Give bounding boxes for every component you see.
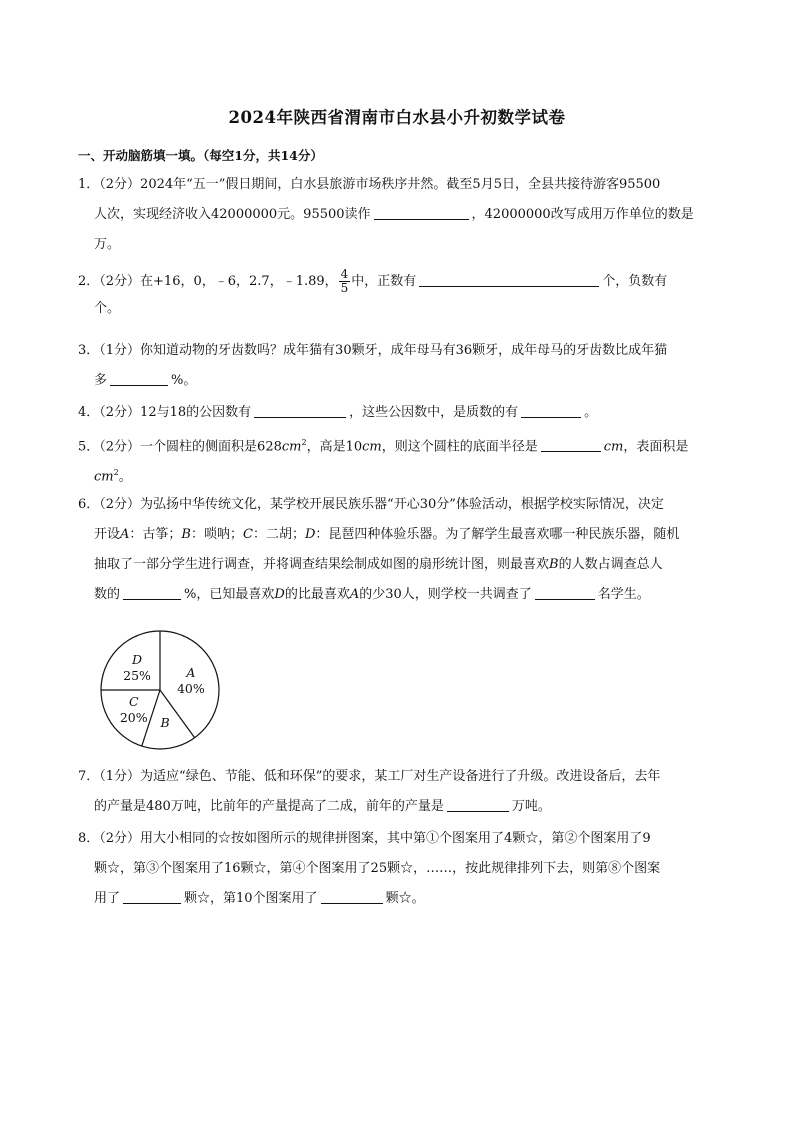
q6-line-2: 开设A：古筝；B：唢呐；C：二胡；D：昆琶四种体验乐器。为了解学生最喜欢哪一种民族乐器，随机 [94, 527, 680, 542]
answer-blank[interactable] [123, 585, 181, 600]
q3-line-2: 多 %。 [94, 373, 197, 388]
q8-line-2: 颗☆，第③个图案用了16颗☆，第④个图案用了25颗☆，……，按此规律排列下去，则第⑧个图案 [94, 861, 661, 876]
fraction: $\frac{4}{5}$ [340, 267, 349, 295]
answer-blank[interactable] [521, 403, 581, 418]
q7-line-2: 的产量是480万吨，比前年的产量提高了二成，前年的产量是 万吨。 [94, 799, 551, 814]
answer-blank[interactable] [541, 437, 601, 452]
answer-blank[interactable] [374, 205, 469, 220]
question-7 [78, 766, 720, 826]
pie-label-d: D [132, 652, 143, 668]
section-heading: 一、开动脑筋填一填。（每空1分，共14分） [78, 148, 323, 163]
q6-line-1: 6．（2分）为弘扬中华传统文化，某学校开展民族乐器“开心30分”体验活动，根据学校实际情况，决定 [78, 497, 664, 512]
question-3 [78, 340, 720, 400]
q1-line-1: 1．（2分）2024年“五一”假日期间，白水县旅游市场秩序井然。截至5月5日，全县共接待游客95500 [78, 177, 661, 192]
pie-chart [94, 628, 234, 758]
pie-label-b: B [160, 715, 170, 731]
q6-line-3: 抽取了一部分学生进行调查，并将调查结果绘制成如图的扇形统计图，则最喜欢B的人数占调查总人 [94, 557, 663, 572]
q3-line-1: 3．（1分）你知道动物的牙齿数吗？成年猫有30颗牙，成年母马有36颗牙，成年母马的牙齿数比成年猫 [78, 343, 668, 358]
question-8 [78, 828, 720, 918]
question-5 [78, 432, 720, 492]
q2-line-2: 个。 [94, 301, 121, 316]
q1-line-3: 万。 [94, 237, 121, 252]
q2-line-1: 2．（2分）在+16，0，﹣6，2.7，﹣1.89， $\frac{4}{5}$ 中，正数有 个，负数有 [78, 267, 668, 295]
answer-blank[interactable] [535, 585, 595, 600]
q5-line-2: $cm^2$。 [94, 468, 132, 485]
q4-line-1: 4．（2分）12与18的公因数有 ，这些公因数中，是质数的有 。 [78, 405, 598, 420]
q7-line-1: 7．（1分）为适应“绿色、节能、低和环保”的要求，某工厂对生产设备进行了升级。改进设备后，去年 [78, 769, 661, 784]
pie-value-a: 40% [176, 680, 205, 696]
answer-blank[interactable] [419, 272, 599, 287]
answer-blank[interactable] [254, 403, 346, 418]
q5-line-1: 5．（2分）一个圆柱的侧面积是$628cm^2$，高是10cm，则这个圆柱的底面半径是 cm，表面积是 [78, 438, 689, 455]
answer-blank[interactable] [110, 371, 168, 386]
question-4 [78, 402, 720, 432]
answer-blank[interactable] [321, 889, 383, 904]
answer-blank[interactable] [447, 797, 509, 812]
question-6 [78, 494, 720, 614]
question-1 [78, 174, 720, 264]
q6-line-4: 数的 %，已知最喜欢D的比最喜欢A的少30人，则学校一共调查了 名学生。 [94, 587, 650, 602]
question-2 [78, 268, 720, 328]
page-title: 2024年陕西省渭南市白水县小升初数学试卷 [228, 108, 566, 127]
pie-label-c: C [128, 694, 139, 710]
pie-value-c: 20% [119, 710, 148, 726]
q1-line-2: 人次，实现经济收入42000000元。95500读作 ，42000000改写成用万作单位的数是 [94, 207, 694, 222]
q8-line-1: 8．（2分）用大小相同的☆按如图所示的规律拼图案，其中第①个图案用了4颗☆，第②个图案用了9 [78, 831, 651, 846]
pie-value-d: 25% [123, 668, 151, 684]
q8-line-3: 用了 颗☆，第10个图案用了 颗☆。 [94, 891, 425, 906]
answer-blank[interactable] [123, 889, 181, 904]
pie-label-a: A [186, 664, 196, 680]
